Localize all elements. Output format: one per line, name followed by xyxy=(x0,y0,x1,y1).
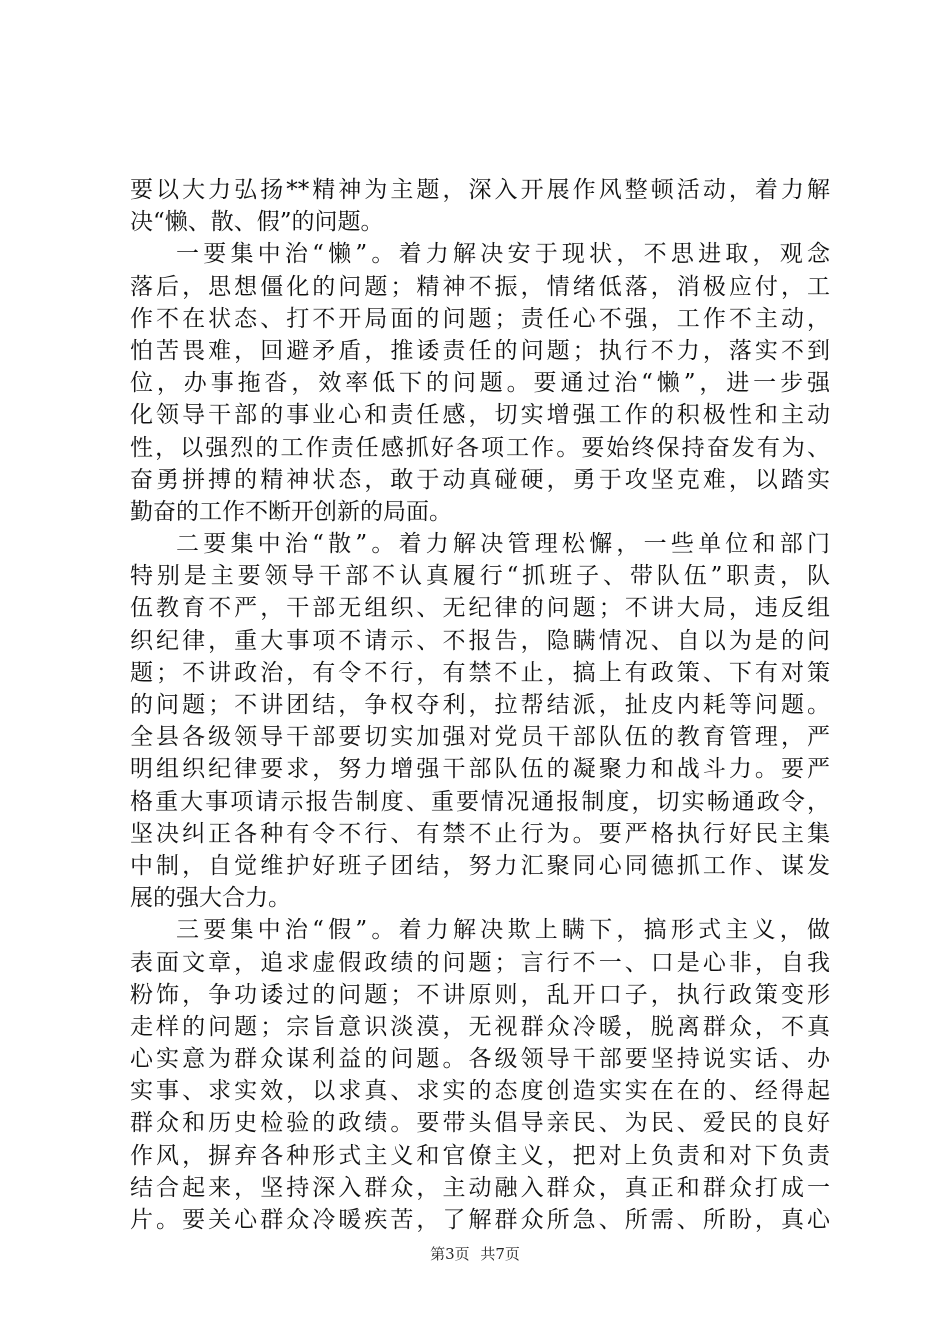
text-line: 中制，自觉维护好班子团结，努力汇聚同心同德抓工作、谋发 xyxy=(130,852,830,879)
text-line: 怕苦畏难，回避矛盾，推诿责任的问题；执行不力，落实不到 xyxy=(130,337,830,364)
text-line: 伍教育不严，干部无组织、无纪律的问题；不讲大局，违反组 xyxy=(130,595,830,622)
text-line: 一要集中治“懒”。着力解决安于现状，不思进取，观念 xyxy=(176,241,830,268)
page-total: 共7页 xyxy=(480,1245,520,1263)
text-line: 三要集中治“假”。着力解决欺上瞒下，搞形式主义，做 xyxy=(176,917,830,944)
text-line: 要以大力弘扬**精神为主题，深入开展作风整顿活动，着力解 xyxy=(130,177,830,203)
text-line: 格重大事项请示报告制度、重要情况通报制度，切实畅通政令， xyxy=(130,788,830,815)
text-line: 勤奋的工作不断开创新的局面。 xyxy=(130,498,452,525)
text-line: 走样的问题；宗旨意识淡漠，无视群众冷暖，脱离群众，不真 xyxy=(130,1013,830,1040)
text-line: 表面文章，追求虚假政绩的问题；言行不一、口是心非，自我 xyxy=(130,949,830,976)
text-line: 的问题；不讲团结，争权夺利，拉帮结派，扯皮内耗等问题。 xyxy=(130,692,830,718)
text-line: 结合起来，坚持深入群众，主动融入群众，真正和群众打成一 xyxy=(130,1174,830,1201)
text-line: 群众和历史检验的政绩。要带头倡导亲民、为民、爱民的良好 xyxy=(130,1110,830,1137)
text-line: 坚决纠正各种有令不行、有禁不止行为。要严格执行好民主集 xyxy=(130,820,830,847)
text-line: 全县各级领导干部要切实加强对党员干部队伍的教育管理，严 xyxy=(130,724,830,751)
text-line: 明组织纪律要求，努力增强干部队伍的凝聚力和战斗力。要严 xyxy=(130,756,830,783)
text-line: 化领导干部的事业心和责任感，切实增强工作的积极性和主动 xyxy=(130,402,830,429)
text-line: 片。要关心群众冷暖疾苦，了解群众所急、所需、所盼，真心 xyxy=(130,1207,830,1233)
page-footer xyxy=(0,1244,950,1264)
text-line: 性，以强烈的工作责任感抓好各项工作。要始终保持奋发有为、 xyxy=(130,434,830,461)
text-line: 展的强大合力。 xyxy=(130,885,291,912)
text-line: 作不在状态、打不开局面的问题；责任心不强，工作不主动， xyxy=(130,305,830,332)
text-line: 奋勇拼搏的精神状态，敢于动真碰硬，勇于攻坚克难，以踏实 xyxy=(130,466,830,493)
text-line: 题；不讲政治，有令不行，有禁不止，搞上有政策、下有对策 xyxy=(130,659,830,686)
text-line: 特别是主要领导干部不认真履行“抓班子、带队伍”职责，队 xyxy=(130,563,830,590)
text-line: 落后，思想僵化的问题；精神不振，情绪低落，消极应付，工 xyxy=(130,273,830,300)
text-line: 二要集中治“散”。着力解决管理松懈，一些单位和部门 xyxy=(176,531,830,558)
page-number: 第3页 xyxy=(430,1245,470,1263)
text-line: 实事、求实效，以求真、求实的态度创造实实在在的、经得起 xyxy=(130,1078,830,1105)
text-line: 心实意为群众谋利益的问题。各级领导干部要坚持说实话、办 xyxy=(130,1046,830,1073)
text-line: 作风，摒弃各种形式主义和官僚主义，把对上负责和对下负责 xyxy=(130,1142,830,1169)
text-line: 粉饰，争功诿过的问题；不讲原则，乱开口子，执行政策变形 xyxy=(130,981,830,1008)
text-line: 位，办事拖沓，效率低下的问题。要通过治“懒”，进一步强 xyxy=(130,370,830,397)
text-line: 决“懒、散、假”的问题。 xyxy=(130,209,384,236)
text-line: 织纪律，重大事项不请示、不报告，隐瞒情况、自以为是的问 xyxy=(130,627,830,654)
document-body xyxy=(130,174,830,1236)
